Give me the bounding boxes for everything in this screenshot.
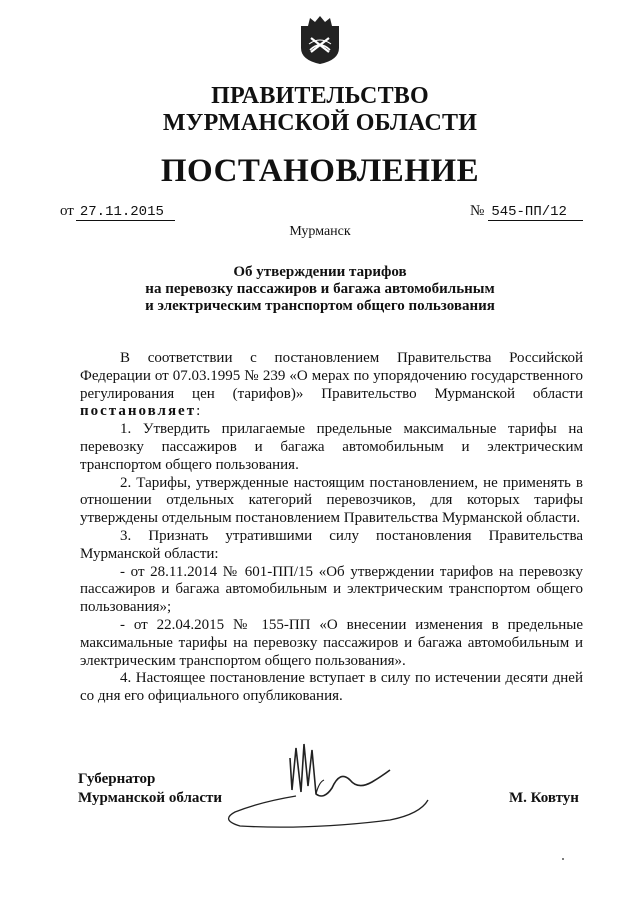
number-prefix: № xyxy=(470,203,485,219)
date-prefix: от xyxy=(60,203,74,219)
coat-of-arms-icon xyxy=(298,14,342,66)
signatory-title xyxy=(78,770,222,808)
document-number: 545-ПП/12 xyxy=(488,205,583,221)
body-paragraph-3a: - от 28.11.2014 № 601-ПП/15 «Об утверждении тарифов на перевозку пассажиров и багажа автомобильным и электрическим транспортом общего пользования»; xyxy=(80,563,583,616)
government-name-line1: ПРАВИТЕЛЬСТВО xyxy=(211,83,429,109)
body-paragraph-1: 1. Утвердить прилагаемые предельные максимальные тарифы на перевозку пассажиров и багажа автомобильным и электрическим транспортом общего пользования. xyxy=(80,421,583,473)
body-paragraph-2: 2. Тарифы, утвержденные настоящим постановлением, не применять в отношении отдельных категорий перевозчиков, для которых тарифы утверждены отдельным постановлением Правительства Мурманской области. xyxy=(80,474,583,527)
signatory-name: М. Ковтун xyxy=(509,790,579,806)
subject-line: и электрическим транспортом общего пользования xyxy=(145,298,495,314)
body-paragraph-3: 3. Признать утратившими силу постановления Правительства Мурманской области: xyxy=(80,527,583,562)
document-city: Мурманск xyxy=(289,224,351,239)
body-paragraph-3b: - от 22.04.2015 № 155-ПП «О внесении изменения в предельные максимальные тарифы на перевозку пассажиров и багажа автомобильным и электрическим транспортом общего пользования». xyxy=(80,616,583,669)
document-subject xyxy=(0,264,640,315)
decree-verb: постановляет xyxy=(80,403,197,420)
subject-line: на перевозку пассажиров и багажа автомобильным xyxy=(145,281,495,297)
government-name-line2: МУРМАНСКОЙ ОБЛАСТИ xyxy=(162,110,478,136)
document-date-line xyxy=(60,202,175,221)
subject-line: Об утверждении тарифов xyxy=(233,264,407,280)
document-body xyxy=(80,350,583,706)
body-paragraph-4: 4. Настоящее постановление вступает в силу по истечении десяти дней со дня его официального опубликования. xyxy=(80,670,583,705)
body-paragraph-intro: В соответствии с постановлением Правительства Российской Федерации от 07.03.1995 № 239 «О мерах по упорядочению государственного регулирования цен (тарифов)» Правительство Мурманской области постановляет: xyxy=(80,350,583,420)
page-mark xyxy=(562,858,564,860)
handwritten-signature-icon xyxy=(200,730,430,830)
document-number-line xyxy=(470,202,583,221)
signatory-title-line2: Мурманской области xyxy=(78,790,223,806)
signatory-title-line1: Губернатор xyxy=(78,771,156,787)
document-date: 27.11.2015 xyxy=(76,205,175,221)
document-type-title: ПОСТАНОВЛЕНИЕ xyxy=(160,153,480,189)
